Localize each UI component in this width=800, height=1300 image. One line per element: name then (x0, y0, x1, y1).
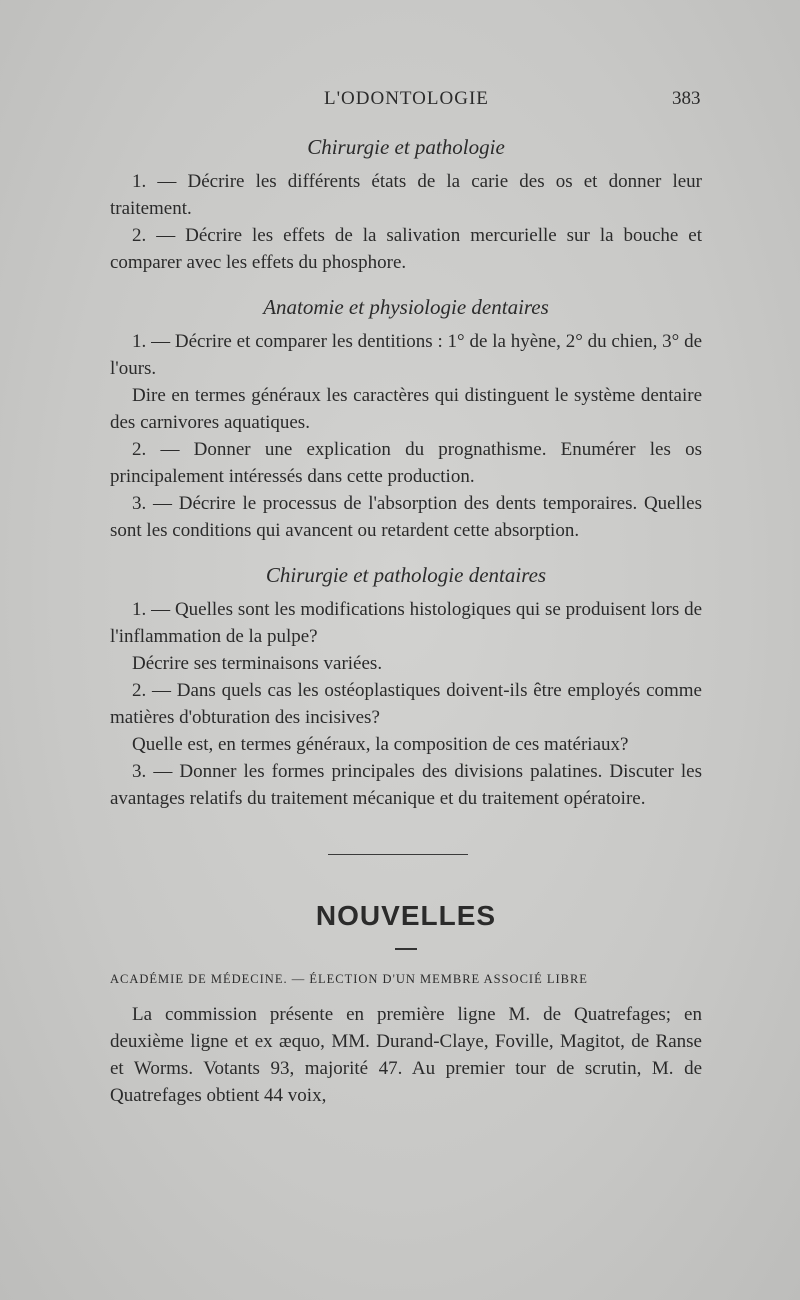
question-paragraph: 1. — Quelles sont les modifications histologiques qui se produisent lors de l'inflammation de la pulpe? (110, 599, 702, 647)
section-chirurgie-pathologie (110, 132, 702, 276)
news-heading: ACADÉMIE DE MÉDECINE. — ÉLECTION D'UN MEMBRE ASSOCIÉ LIBRE (110, 972, 588, 986)
section-divider (328, 854, 468, 855)
short-rule (395, 948, 417, 950)
news-title: NOUVELLES (315, 900, 497, 931)
question-paragraph: 3. — Donner les formes principales des divisions palatines. Discuter les avantages relatifs du traitement mécanique et du traitement opératoire. (110, 761, 702, 809)
page-number: 383 (672, 88, 701, 109)
section-anatomie-physiologie (110, 292, 702, 544)
section-chirurgie-pathologie-dentaires (110, 560, 702, 812)
section-title: Chirurgie et pathologie dentaires (265, 563, 547, 587)
question-paragraph: 3. — Décrire le processus de l'absorption des dents temporaires. Quelles sont les conditions qui avancent ou retardent cette absorption. (110, 493, 702, 541)
page-content (110, 132, 702, 1109)
running-head (0, 88, 800, 114)
question-paragraph: Décrire ses terminaisons variées. (132, 653, 383, 674)
news-paragraph: La commission présente en première ligne M. de Quatrefages; en deuxième ligne et ex æquo, MM. Durand-Claye, Foville, Magitot, de Ranse et Worms. Votants 93, majorité 47. Au premier tour de scrutin, M. de Quatrefages obtient 44 voix, (110, 1004, 702, 1106)
question-paragraph: 2. — Donner une explication du prognathisme. Enumérer les os principalement intéressés dans cette production. (110, 439, 702, 487)
section-title: Anatomie et physiologie dentaires (263, 295, 549, 319)
section-divider-area (110, 828, 702, 888)
question-paragraph: Dire en termes généraux les caractères qui distinguent le système dentaire des carnivores aquatiques. (110, 385, 702, 433)
section-title: Chirurgie et pathologie (307, 135, 505, 159)
question-paragraph: 2. — Décrire les effets de la salivation mercurielle sur la bouche et comparer avec les effets du phosphore. (110, 225, 702, 273)
question-paragraph: 1. — Décrire les différents états de la carie des os et donner leur traitement. (110, 171, 702, 219)
question-paragraph: 1. — Décrire et comparer les dentitions : 1° de la hyène, 2° du chien, 3° de l'ours. (110, 331, 702, 379)
running-title: L'ODONTOLOGIE (324, 88, 489, 109)
question-paragraph: 2. — Dans quels cas les ostéoplastiques doivent-ils être employés comme matières d'obturation des incisives? (110, 680, 702, 728)
question-paragraph: Quelle est, en termes généraux, la composition de ces matériaux? (132, 734, 629, 755)
